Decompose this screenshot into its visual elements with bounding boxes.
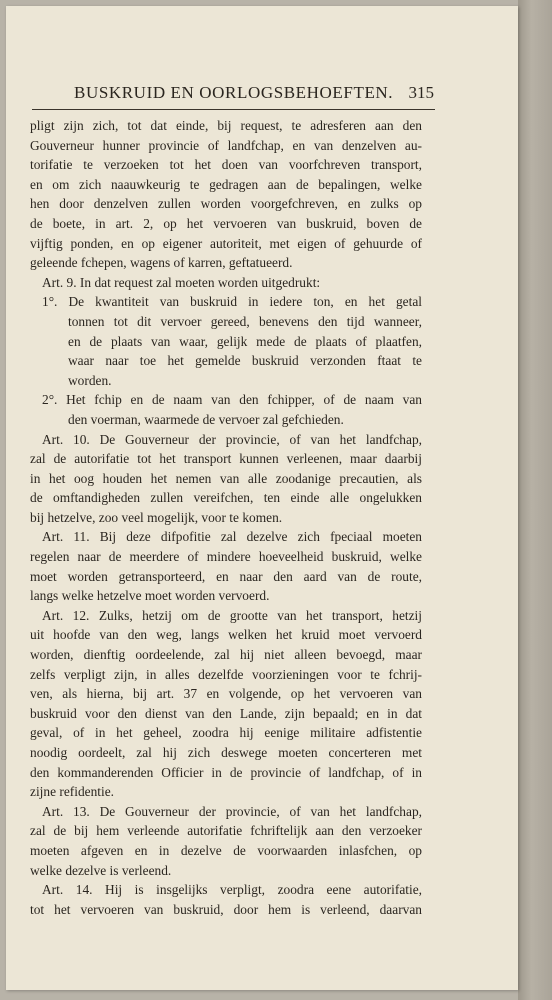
text-line: in het oog houden het nemen van alle zoodanige precautien, als (30, 470, 422, 486)
body-text (30, 116, 422, 919)
text-line: langs welke hetzelve moet worden vervoerd. (30, 588, 270, 604)
header-rule (32, 109, 435, 110)
running-title: BUSKRUID EN OORLOGSBEHOEFTEN. (74, 83, 394, 102)
text-line: en de plaats van waar, gelijk mede de plaats of plaatfen, (68, 333, 422, 349)
text-line: Art. 14. Hij is insgelijks verpligt, zoodra eene autorifatie, (42, 882, 422, 898)
text-line: Art. 13. De Gouverneur der provincie, of van het landfchap, (42, 803, 422, 819)
text-line: Gouverneur hunner provincie of landfchap, en van denzelven au- (30, 137, 422, 153)
text-line: Art. 9. In dat request zal moeten worden uitgedrukt: (42, 274, 321, 290)
text-line: 1°. De kwantiteit van buskruid in iedere ton, en het getal (42, 294, 422, 310)
page-edge (518, 0, 552, 1000)
text-line: den voerman, waarmede de vervoer zal gefchieden. (68, 411, 344, 427)
text-line: zijne refidentie. (30, 784, 115, 800)
text-line: torifatie te verzoeken tot het doen van voorfchreven transport, (30, 157, 422, 173)
text-line: noodig oordeelt, zal hij zich deswege moeten concerteren met (30, 745, 422, 760)
text-line: ven, als hierna, bij art. 37 en volgende, op het vervoeren van (30, 686, 422, 702)
text-line: worden, dienftig oordeelende, zal hij niet alleen bevoegd, maar (30, 647, 422, 663)
text-line: Art. 11. Bij deze difpofitie zal dezelve zich fpeciaal moeten (42, 529, 422, 545)
text-line: tonnen tot dit vervoer gereed, benevens den tijd wanneer, (68, 313, 422, 329)
running-header (74, 83, 434, 107)
text-line: pligt zijn zich, tot dat einde, bij request, te adresferen aan den (30, 118, 422, 133)
text-line: de boete, in art. 2, op het vervoeren van buskruid, boven de (30, 215, 422, 231)
text-line: uit hoofde van den weg, langs welken het kruid moet vervoerd (30, 627, 422, 643)
text-line: geval, of in het geheel, zoodra hij eenige militaire adfistentie (30, 725, 422, 741)
text-line: den kommanderenden Officier in de provincie of landfchap, of in (30, 764, 422, 780)
text-line: zal de bij hem verleende autorifatie fchriftelijk aan den verzoeker (30, 823, 422, 839)
text-line: buskruid voor den dienst van den Lande, zijn bepaald; en in dat (30, 705, 422, 721)
text-line: worden. (68, 372, 112, 388)
text-line: 2°. Het fchip en de naam van den fchipper, of de naam van (42, 392, 422, 408)
text-line: tot het vervoeren van buskruid, door hem is verleend, daarvan (30, 901, 422, 917)
text-line: Art. 12. Zulks, hetzij om de grootte van het transport, hetzij (42, 607, 422, 623)
text-line: en om zich naauwkeurig te gedragen aan de bepalingen, welke (30, 176, 422, 192)
text-line: zelfs verpligt zijn, in alles dezelfde voorzieningen voor te fchrij- (30, 666, 422, 682)
text-line: bij hetzelve, zoo veel mogelijk, voor te komen. (30, 509, 283, 525)
text-line: moet worden getransporteerd, en naar den aard van de route, (30, 568, 422, 584)
text-line: moeten afgeven en in dezelve de voorwaarden inlasfchen, op (30, 842, 422, 858)
page-number: 315 (408, 83, 434, 102)
text-line: welke dezelve is verleend. (30, 862, 172, 878)
text-line: waar naar toe het gemelde buskruid verzonden ftaat te (68, 353, 422, 369)
text-line: vijftig ponden, en op eigener autoriteit, met eigen of gehuurde of (30, 235, 422, 251)
text-line: Art. 10. De Gouverneur der provincie, of van het landfchap, (42, 431, 422, 447)
text-line: de omftandigheden zullen vereifchen, ten einde alle ongelukken (30, 490, 422, 506)
text-line: zal de autorifatie tot het transport kunnen verleenen, maar daarbij (30, 451, 422, 467)
text-line: geleende fchepen, wagens of karren, geftatueerd. (30, 255, 293, 271)
text-line: hen door denzelven zullen worden voorgefchreven, en zulks op (30, 196, 422, 212)
text-line: regelen naar de meerdere of mindere hoeveelheid buskruid, welke (30, 549, 422, 565)
